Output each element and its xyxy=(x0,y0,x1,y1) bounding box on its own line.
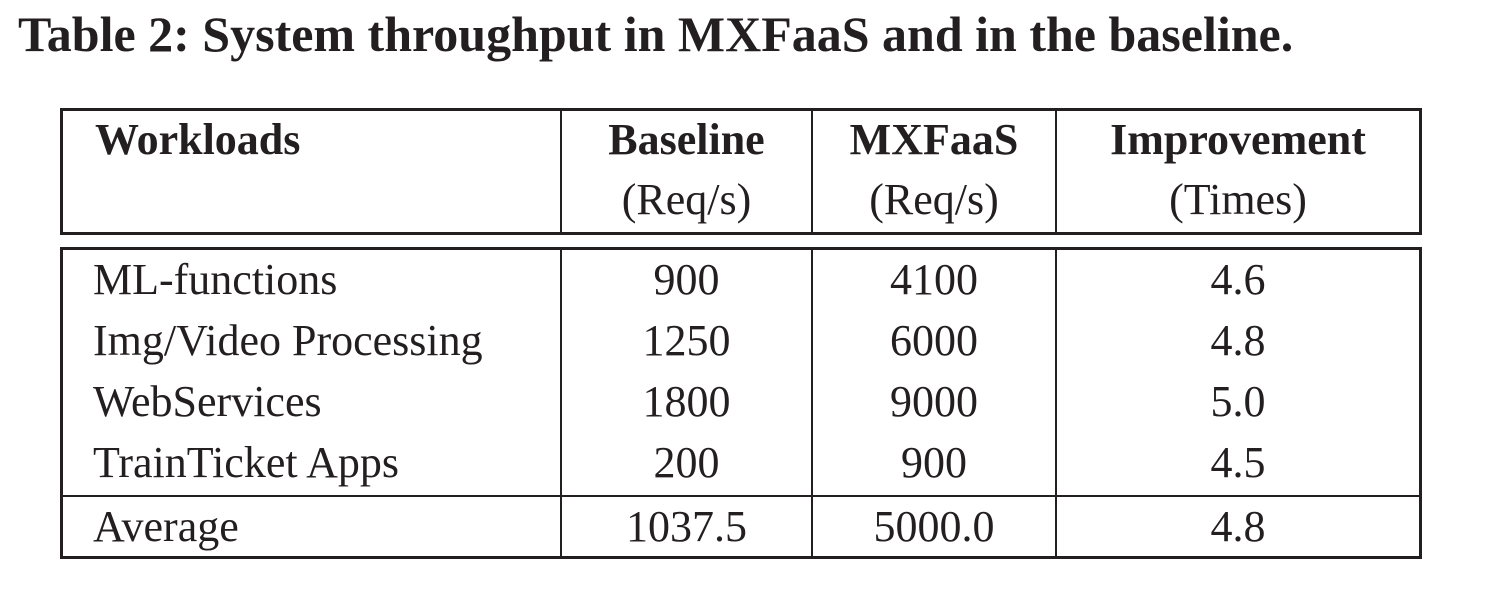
header-improvement-unit: (Times) xyxy=(1169,175,1307,224)
table-row-workload: Img/Video Processing xyxy=(93,316,483,365)
table-header xyxy=(60,108,1422,235)
table-row-workload: ML-functions xyxy=(93,255,338,304)
header-baseline-unit: (Req/s) xyxy=(621,175,752,224)
table-row-baseline: 1800 xyxy=(642,377,731,426)
table-row-workload: WebServices xyxy=(93,377,322,426)
table-row-improvement: 5.0 xyxy=(1210,377,1266,426)
average-row-mxfaas: 5000.0 xyxy=(873,502,995,551)
header-mxfaas-unit: (Req/s) xyxy=(869,175,999,224)
table-row-improvement: 4.6 xyxy=(1210,255,1266,304)
table-row-improvement: 4.8 xyxy=(1210,316,1266,365)
header-mxfaas: MXFaaS xyxy=(849,115,1019,164)
table-row-workload: TrainTicket Apps xyxy=(93,438,400,487)
table-row-baseline: 900 xyxy=(653,255,720,304)
average-row-baseline: 1037.5 xyxy=(626,502,747,551)
header-baseline: Baseline xyxy=(608,115,765,164)
table-row-mxfaas: 6000 xyxy=(890,316,978,365)
table-row-improvement: 4.5 xyxy=(1210,438,1266,487)
table-row-mxfaas: 4100 xyxy=(890,255,978,304)
table-row-baseline: 200 xyxy=(653,438,720,487)
average-row-label: Average xyxy=(93,502,239,551)
table-row-baseline: 1250 xyxy=(642,316,731,365)
average-divider xyxy=(63,495,1419,497)
table-row-mxfaas: 9000 xyxy=(890,377,978,426)
table-caption: Table 2: System throughput in MXFaaS and in the baseline. xyxy=(18,6,1294,62)
header-workloads: Workloads xyxy=(95,115,301,164)
header-improvement: Improvement xyxy=(1110,115,1366,164)
table-row-mxfaas: 900 xyxy=(901,438,967,487)
average-row-improvement: 4.8 xyxy=(1210,502,1266,551)
table-body xyxy=(60,247,1422,559)
